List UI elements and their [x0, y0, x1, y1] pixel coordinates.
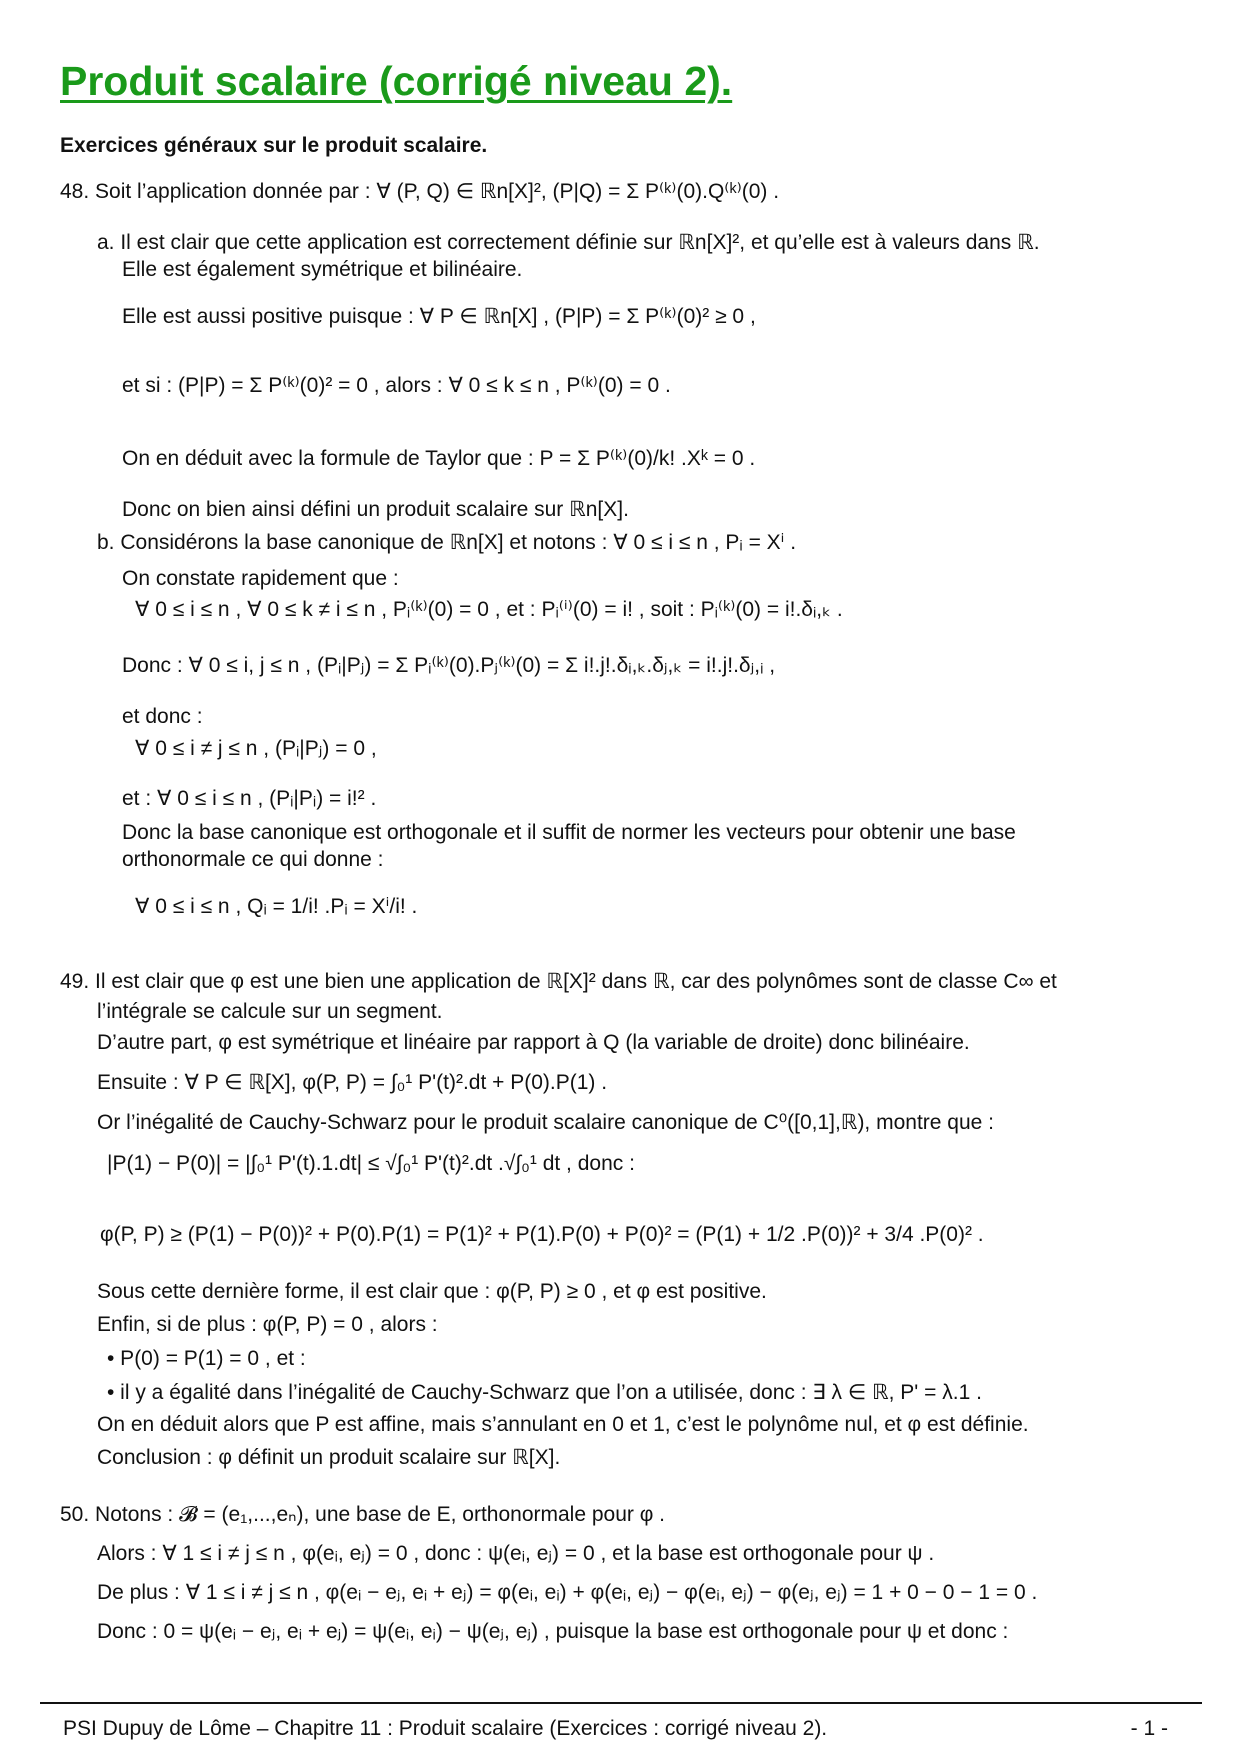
ex48a-line1: a. Il est clair que cette application est correctement définie sur ℝn[X]², et qu’elle est à valeurs dans ℝ.	[97, 231, 1040, 254]
ex48b-text2: orthonormale ce qui donne :	[122, 848, 384, 871]
ex49-line2: l’intégrale se calcule sur un segment.	[97, 1000, 443, 1023]
ex49-line3: D’autre part, φ est symétrique et linéaire par rapport à Q (la variable de droite) donc bilinéaire.	[97, 1031, 970, 1054]
ex50-line1: 50. Notons : 𝓑 = (e₁,...,eₙ), une base de E, orthonormale pour φ .	[60, 1503, 665, 1526]
ex49-positive: Sous cette dernière forme, il est clair que : φ(P, P) ≥ 0 , et φ est positive.	[97, 1280, 767, 1303]
ex50-line3: De plus : ∀ 1 ≤ i ≠ j ≤ n , φ(eᵢ − eⱼ, eᵢ + eⱼ) = φ(eᵢ, eᵢ) + φ(eᵢ, eⱼ) − φ(eᵢ, eⱼ) − φ(eⱼ, eⱼ) = 1 + 0 − 0 − 1 = 0 .	[97, 1581, 1038, 1604]
footer-title: PSI Dupuy de Lôme – Chapitre 11 : Produit scalaire (Exercices : corrigé niveau 2).	[63, 1717, 828, 1740]
ex48b-inner-product: Donc : ∀ 0 ≤ i, j ≤ n , (Pᵢ|Pⱼ) = Σ Pᵢ⁽ᵏ⁾(0).Pⱼ⁽ᵏ⁾(0) = Σ i!.j!.δᵢ,ₖ.δⱼ,ₖ = i!.j!.δⱼ,ᵢ ,	[122, 654, 776, 677]
ex49-bullet2: • il y a égalité dans l’inégalité de Cauchy-Schwarz que l’on a utilisée, donc : ∃ λ ∈ ℝ, P' = λ.1 .	[107, 1381, 982, 1404]
ex50-line2: Alors : ∀ 1 ≤ i ≠ j ≤ n , φ(eᵢ, eⱼ) = 0 , donc : ψ(eᵢ, eⱼ) = 0 , et la base est orthogonale pour ψ .	[97, 1542, 935, 1565]
ex49-affine: On en déduit alors que P est affine, mais s’annulant en 0 et 1, c’est le polynôme nul, et φ est définie.	[97, 1413, 1029, 1436]
footer-rule	[40, 1702, 1202, 1704]
ex49-line1: 49. Il est clair que φ est une bien une application de ℝ[X]² dans ℝ, car des polynômes sont de classe C∞ et	[60, 970, 1057, 993]
ex48b-derivatives: ∀ 0 ≤ i ≤ n , ∀ 0 ≤ k ≠ i ≤ n , Pᵢ⁽ᵏ⁾(0) = 0 , et : Pᵢ⁽ⁱ⁾(0) = i! , soit : Pᵢ⁽ᵏ⁾(0) = i!.δᵢ,ₖ .	[135, 598, 843, 621]
ex49-bullet1: • P(0) = P(1) = 0 , et :	[107, 1347, 306, 1370]
page-title: Produit scalaire (corrigé niveau 2).	[60, 58, 733, 104]
section-heading: Exercices généraux sur le produit scalaire.	[60, 134, 488, 157]
page-number: - 1 -	[1130, 1717, 1168, 1740]
ex49-conclusion: Conclusion : φ définit un produit scalaire sur ℝ[X].	[97, 1446, 561, 1469]
ex49-inequality: |P(1) − P(0)| = |∫₀¹ P'(t).1.dt| ≤ √∫₀¹ P'(t)².dt .√∫₀¹ dt , donc :	[107, 1152, 635, 1175]
ex48a-taylor: On en déduit avec la formule de Taylor que : P = Σ P⁽ᵏ⁾(0)/k! .Xᵏ = 0 .	[122, 447, 756, 470]
ex48b-norm: et : ∀ 0 ≤ i ≤ n , (Pᵢ|Pᵢ) = i!² .	[122, 787, 377, 810]
ex48a-positive: Elle est aussi positive puisque : ∀ P ∈ ℝn[X] , (P|P) = Σ P⁽ᵏ⁾(0)² ≥ 0 ,	[122, 305, 756, 328]
ex48b-line2: On constate rapidement que :	[122, 567, 399, 590]
ex49-ensuite: Ensuite : ∀ P ∈ ℝ[X], φ(P, P) = ∫₀¹ P'(t)².dt + P(0).P(1) .	[97, 1071, 608, 1094]
ex48b-line1: b. Considérons la base canonique de ℝn[X] et notons : ∀ 0 ≤ i ≤ n , Pᵢ = Xⁱ .	[97, 531, 797, 554]
ex48b-orthogonal: ∀ 0 ≤ i ≠ j ≤ n , (Pᵢ|Pⱼ) = 0 ,	[135, 737, 377, 760]
ex48a-conclusion: Donc on bien ainsi défini un produit scalaire sur ℝn[X].	[122, 498, 629, 521]
ex48b-text1: Donc la base canonique est orthogonale et il suffit de normer les vecteurs pour obtenir une base	[122, 821, 1016, 844]
ex48b-orthonormal-basis: ∀ 0 ≤ i ≤ n , Qᵢ = 1/i! .Pᵢ = Xⁱ/i! .	[135, 895, 418, 918]
ex48a-definite: et si : (P|P) = Σ P⁽ᵏ⁾(0)² = 0 , alors : ∀ 0 ≤ k ≤ n , P⁽ᵏ⁾(0) = 0 .	[122, 374, 671, 397]
ex48b-et-donc: et donc :	[122, 705, 203, 728]
ex49-phi-bound: φ(P, P) ≥ (P(1) − P(0))² + P(0).P(1) = P(1)² + P(1).P(0) + P(0)² = (P(1) + 1/2 .P(0))² + 3/4 .P(0)² .	[100, 1223, 984, 1246]
ex49-enfin: Enfin, si de plus : φ(P, P) = 0 , alors :	[97, 1313, 438, 1336]
ex48-statement: 48. Soit l’application donnée par : ∀ (P, Q) ∈ ℝn[X]², (P|Q) = Σ P⁽ᵏ⁾(0).Q⁽ᵏ⁾(0) .	[60, 180, 780, 203]
ex48a-line2: Elle est également symétrique et bilinéaire.	[122, 258, 523, 281]
ex49-cauchy-schwarz: Or l’inégalité de Cauchy-Schwarz pour le produit scalaire canonique de C⁰([0,1],ℝ), montre que :	[97, 1111, 995, 1134]
ex50-line4: Donc : 0 = ψ(eᵢ − eⱼ, eᵢ + eⱼ) = ψ(eᵢ, eᵢ) − ψ(eⱼ, eⱼ) , puisque la base est orthogonale pour ψ et donc :	[97, 1620, 1009, 1643]
